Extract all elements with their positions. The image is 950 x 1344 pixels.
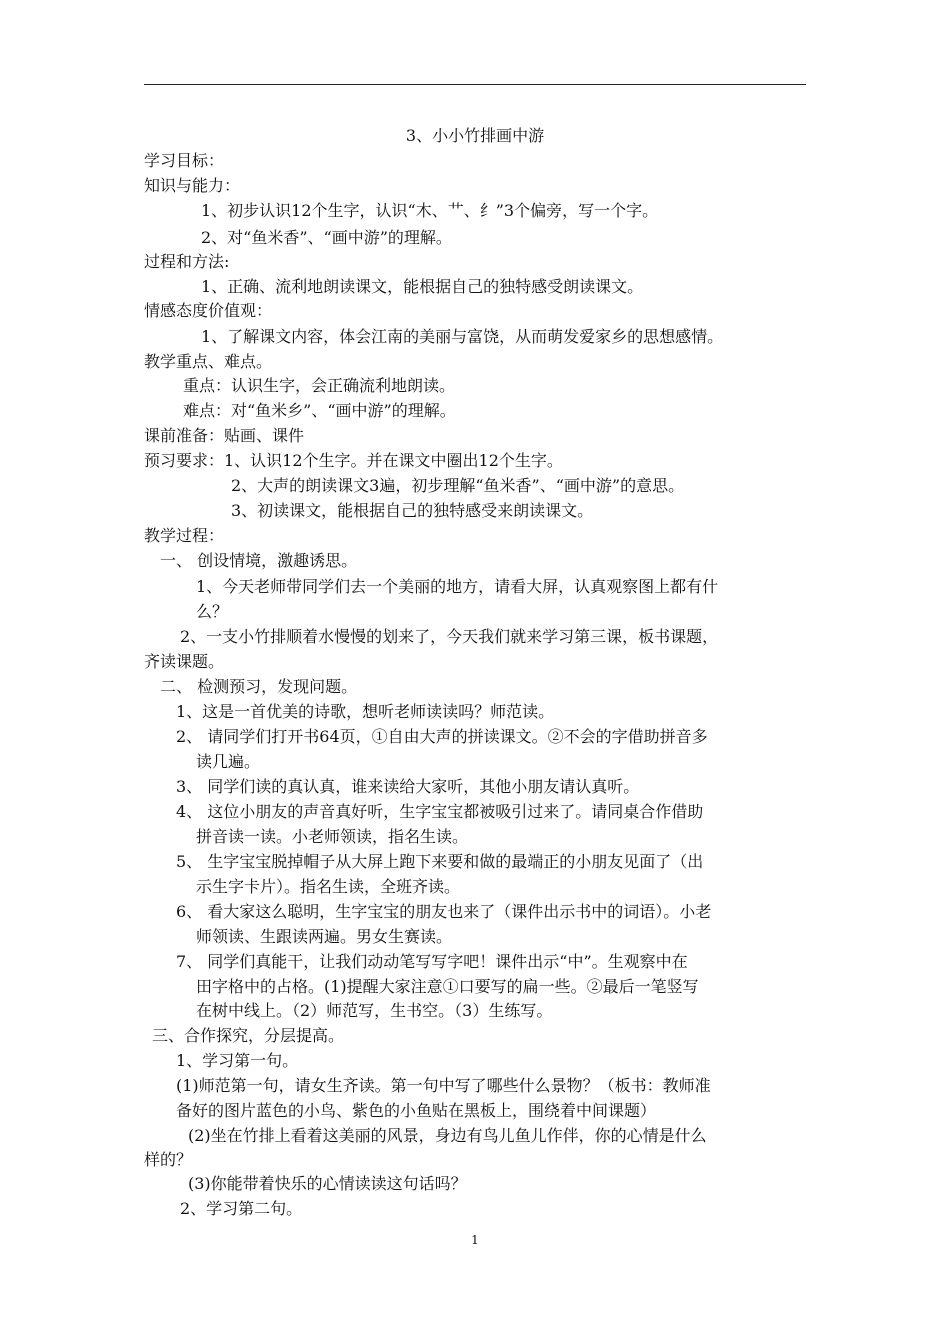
text-line: 1、了解课文内容，体会江南的美丽与富饶，从而萌发爱家乡的思想感情。 <box>201 327 724 346</box>
text-line: 2、一支小竹排顺着水慢慢的划来了，今天我们就来学习第三课，板书课题， <box>180 627 719 646</box>
text-line: 2、学习第二句。 <box>180 1199 303 1218</box>
text-line: 二、 检测预习，发现问题。 <box>160 677 358 696</box>
text-line: 3、 同学们读的真认真，谁来读给大家听，其他小朋友请认真听。 <box>176 777 640 796</box>
text-line: 教学过程： <box>144 526 225 545</box>
page-number: 1 <box>471 1233 479 1247</box>
text-line: 拼音读一读。小老师领读，指名生读。 <box>196 827 469 846</box>
text-line: 1、今天老师带同学们去一个美丽的地方，请看大屏，认真观察图上都有什 <box>196 577 719 596</box>
text-line: 预习要求：1、认识12个生字。并在课文中圈出12个生字。 <box>144 451 563 470</box>
text-line: 情感态度价值观： <box>144 301 273 320</box>
text-line: (3)你能带着快乐的心情读读这句话吗？ <box>188 1174 467 1193</box>
text-line: 读几遍。 <box>196 752 261 771</box>
text-line: 在树中线上。（2）师范写，生书空。（3）生练写。 <box>196 1001 553 1020</box>
text-line: 示生字卡片）。指名生读，全班齐读。 <box>196 877 461 896</box>
text-line: 1、学习第一句。 <box>176 1051 299 1070</box>
text-line: 1、正确、流利地朗读课文，能根据自己的独特感受朗读课文。 <box>201 277 644 296</box>
header-rule <box>144 84 806 85</box>
text-line: 田字格中的占格。(1)提醒大家注意①口要写的扁一些。②最后一笔竖写 <box>196 977 699 996</box>
text-line: 4、 这位小朋友的声音真好听，生字宝宝都被吸引过来了。请同桌合作借助 <box>176 802 704 821</box>
text-line: 知识与能力： <box>144 176 241 195</box>
text-line: 2、大声的朗读课文3遍，初步理解“鱼米香”、“画中游”的意思。 <box>231 476 685 495</box>
text-line: 样的？ <box>144 1150 193 1169</box>
text-line: 重点：认识生字，会正确流利地朗读。 <box>183 376 456 395</box>
text-line: 1、初步认识12个生字，认识“木、艹、纟”3个偏旁，写一个字。 <box>201 201 659 220</box>
text-line: 过程和方法: <box>144 252 230 271</box>
text-line: 难点：对“鱼米乡”、“画中游”的理解。 <box>183 401 456 420</box>
text-line: 课前准备：贴画、课件 <box>144 426 305 445</box>
text-line: 6、 看大家这么聪明，生字宝宝的朋友也来了（课件出示书中的词语）。小老 <box>176 902 712 921</box>
text-line: 学习目标： <box>144 151 225 170</box>
text-line: 3、初读课文，能根据自己的独特感受来朗读课文。 <box>231 501 594 520</box>
text-line: 一、 创设情境，激趣诱思。 <box>160 551 358 570</box>
text-line: 2、对“鱼米香”、“画中游”的理解。 <box>201 228 452 247</box>
text-line: 三、合作探究，分层提高。 <box>152 1026 345 1045</box>
text-line: 齐读课题。 <box>144 652 225 671</box>
page-title: 3、小小竹排画中游 <box>405 126 545 145</box>
text-line: 5、 生字宝宝脱掉帽子从大屏上跑下来要和做的最端正的小朋友见面了（出 <box>176 852 704 871</box>
text-line: 么？ <box>196 602 229 621</box>
text-line: (2)坐在竹排上看着这美丽的风景，身边有鸟儿鱼儿作伴，你的心情是什么 <box>188 1126 707 1145</box>
text-line: 1、这是一首优美的诗歌，想听老师读读吗？师范读。 <box>176 702 555 721</box>
text-line: 2、 请同学们打开书64页，①自由大声的拼读课文。②不会的字借助拼音多 <box>176 727 708 746</box>
text-line: (1)师范第一句，请女生齐读。第一句中写了哪些什么景物？（板书：教师准 <box>176 1076 711 1095</box>
text-line: 教学重点、难点。 <box>144 352 273 371</box>
text-line: 备好的图片蓝色的小鸟、紫色的小鱼贴在黑板上，围绕着中间课题） <box>176 1101 657 1120</box>
text-line: 师领读、生跟读两遍。男女生赛读。 <box>196 927 453 946</box>
text-line: 7、 同学们真能干，让我们动动笔写写字吧！课件出示“中”。生观察中在 <box>176 952 688 971</box>
